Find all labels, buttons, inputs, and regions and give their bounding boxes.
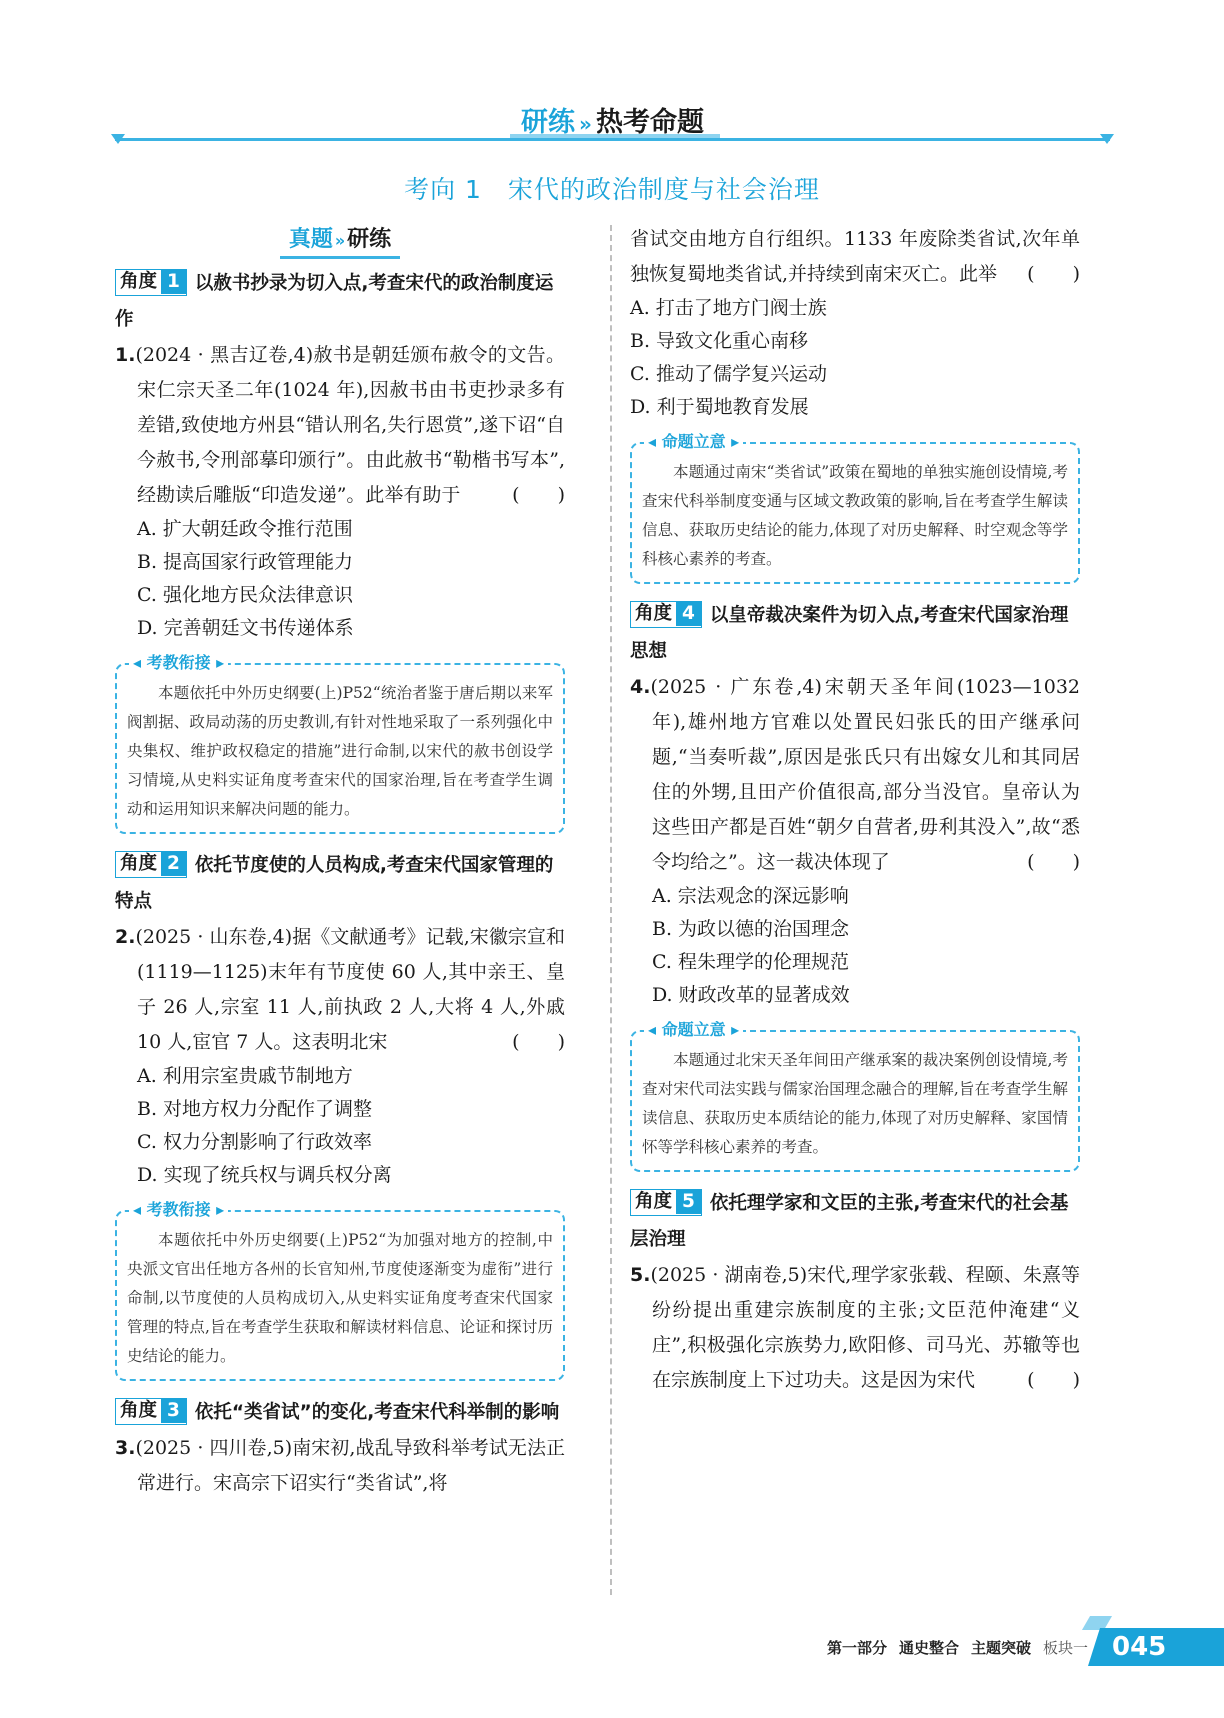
footer-section-c: 板块一 (1042, 1639, 1088, 1657)
question-stem: (2025 · 山东卷,4)据《文献通考》记载,宋徽宗宣和(1119—1125)末年有节度使 60 人,其中亲王、皇子 26 人,宗室 11 人,前执政 2 人,大将 4 人,外戚 10 人,宦官 7 人。这表明北宋 (135, 926, 565, 1053)
angle-heading-4 (630, 598, 1080, 670)
note-box-kaojiao-2 (115, 1200, 565, 1381)
option-c: C. 推动了儒学复兴运动 (630, 363, 827, 385)
header-title-rest: 热考命题 (595, 107, 704, 138)
note-label: ◂ 命题立意 ▸ (644, 430, 743, 454)
footer-part: 第一部分 (826, 1639, 887, 1657)
option-a: A. 扩大朝廷政令推行范围 (137, 518, 353, 540)
angle-word: 角度 (120, 1399, 158, 1421)
angle-word: 角度 (635, 1190, 673, 1212)
note-box-mingti-3 (630, 432, 1080, 584)
option-b: B. 为政以德的治国理念 (652, 918, 850, 940)
question-4 (630, 670, 1080, 880)
question-3-part-1 (115, 1431, 565, 1501)
column-divider (610, 225, 612, 1595)
subsection-underline (280, 256, 400, 259)
note-text: 本题通过北宋天圣年间田产继承案的裁决案例创设情境,考查对宋代司法实践与儒家治国理念融合的理解,旨在考查学生解读信息、获取历史本质结论的能力,体现了对历史解释、家国情怀等学科核心素养的考查。 (642, 1051, 1068, 1156)
question-number: 5. (630, 1264, 651, 1286)
page-corner-icon (1088, 1628, 1100, 1666)
page-footer (0, 1628, 1224, 1668)
angle-heading-3 (115, 1395, 565, 1431)
question-stem: (2025 · 四川卷,5)南宋初,战乱导致科举考试无法正常进行。宋高宗下诏实行“类省试”,将 (135, 1437, 565, 1494)
answer-paren: ( ) (1027, 263, 1080, 285)
question-1 (115, 338, 565, 513)
note-text: 本题依托中外历史纲要(上)P52“为加强对地方的控制,中央派文官出任地方各州的长官知州,节度使逐渐变为虚衔”进行命制,以节度使的人员构成切入,从史料实证角度考查宋代国家管理的特点,旨在考查学生获取和解读材料信息、论证和探讨历史结论的能力。 (127, 1231, 553, 1365)
option-a: A. 打击了地方门阀士族 (630, 297, 827, 319)
angle-number: 1 (161, 270, 186, 294)
note-label: ◂ 考教衔接 ▸ (129, 651, 228, 675)
answer-paren: ( ) (1027, 1369, 1080, 1391)
answer-paren: ( ) (1027, 851, 1080, 873)
angle-badge (630, 1189, 702, 1216)
angle-badge (115, 851, 187, 878)
angle-heading-2 (115, 848, 565, 920)
option-d: D. 实现了统兵权与调兵权分离 (137, 1164, 392, 1186)
subsection-title-rest: 研练 (347, 227, 392, 252)
option-b: B. 提高国家行政管理能力 (137, 551, 354, 573)
angle-word: 角度 (120, 852, 158, 874)
option-b: B. 导致文化重心南移 (630, 330, 809, 352)
question-5 (630, 1258, 1080, 1398)
question-number: 3. (115, 1437, 136, 1459)
note-text: 本题通过南宋“类省试”政策在蜀地的单独实施创设情境,考查宋代科举制度变通与区域文教政策的影响,旨在考查学生解读信息、获取历史结论的能力,体现了对历史解释、时空观念等学科核心素养的考查。 (642, 463, 1068, 568)
question-stem: 省试交由地方自行组织。1133 年废除类省试,次年单独恢复蜀地类省试,并持续到南宋灭亡。此举 (630, 228, 1080, 285)
angle-text: 以皇帝裁决案件为切入点,考查宋代国家治理思想 (630, 605, 1069, 662)
question-stem: (2024 · 黑吉辽卷,4)赦书是朝廷颁布赦令的文告。宋仁宗天圣二年(1024 年),因赦书由书吏抄录多有差错,致使地方州县“错认刑名,失行恩赏”,遂下诏“自今赦书,令刑部摹印颁行”。由此赦书“勒楷书写本”,经勘读后雕版“印造发递”。此举有助于 (135, 344, 565, 506)
option-d: D. 利于蜀地教育发展 (630, 396, 809, 418)
footer-breadcrumb (815, 1637, 1088, 1658)
angle-word: 角度 (120, 270, 158, 292)
footer-section-a: 通史整合 (898, 1639, 959, 1657)
note-text: 本题依托中外历史纲要(上)P52“统治者鉴于唐后期以来军阀割据、政局动荡的历史教训,有针对性地采取了一系列强化中央集权、维护政权稳定的措施”进行命制,以宋代的赦书创设学习情境,从史料实证角度考查宋代的国家治理,旨在考查学生调动和运用知识来解决问题的能力。 (127, 684, 553, 818)
option-a: A. 利用宗室贵戚节制地方 (137, 1065, 353, 1087)
option-b: B. 对地方权力分配作了调整 (137, 1098, 373, 1120)
angle-badge (630, 601, 702, 628)
question-3-part-2 (630, 222, 1080, 292)
topic-title: 考向 1 宋代的政治制度与社会治理 (404, 175, 820, 204)
page-number: 045 (1100, 1628, 1224, 1666)
angle-number: 2 (161, 852, 186, 876)
angle-heading-5 (630, 1186, 1080, 1258)
option-c: C. 强化地方民众法律意识 (137, 584, 353, 606)
note-label: ◂ 考教衔接 ▸ (129, 1198, 228, 1222)
double-chevron-icon: » (579, 112, 592, 136)
angle-word: 角度 (635, 602, 673, 624)
angle-number: 4 (676, 602, 701, 626)
answer-paren: ( ) (512, 484, 565, 506)
answer-paren: ( ) (512, 1031, 565, 1053)
angle-badge (115, 1398, 187, 1425)
angle-number: 5 (676, 1190, 701, 1214)
note-box-mingti-4 (630, 1020, 1080, 1172)
angle-text: 依托理学家和文臣的主张,考查宋代的社会基层治理 (630, 1193, 1069, 1250)
angle-text: 依托节度使的人员构成,考查宋代国家管理的特点 (115, 855, 554, 912)
subsection-title (115, 222, 565, 262)
question-number: 4. (630, 676, 651, 698)
option-a: A. 宗法观念的深远影响 (652, 885, 849, 907)
angle-number: 3 (161, 1399, 186, 1423)
question-number: 2. (115, 926, 136, 948)
note-label: ◂ 命题立意 ▸ (644, 1018, 743, 1042)
option-d: D. 财政改革的显著成效 (652, 984, 850, 1006)
footer-section-b: 主题突破 (970, 1639, 1031, 1657)
header-title (115, 100, 1110, 139)
question-stem: (2025 · 湖南卷,5)宋代,理学家张载、程颐、朱熹等纷纷提出重建宗族制度的主张;文臣范仲淹建“义庄”,积极强化宗族势力,欧阳修、司马光、苏辙等也在宗族制度上下过功夫。这是因为宋代 (650, 1264, 1080, 1391)
question-stem: (2025 · 广东卷,4)宋朝天圣年间(1023—1032 年),雄州地方官难以处置民妇张氏的田产继承问题,“当奏听裁”,原因是张氏只有出嫁女儿和其同居住的外甥,且田产价值很高,部分当没官。皇帝认为这些田产都是百姓“朝夕自营者,毋利其没入”,故“悉令均给之”。这一裁决体现了 (650, 676, 1080, 873)
left-column (115, 222, 565, 1501)
right-column (630, 222, 1080, 1398)
question-2 (115, 920, 565, 1060)
option-d: D. 完善朝廷文书传递体系 (137, 617, 354, 639)
section-header (115, 96, 1110, 146)
angle-text: 以赦书抄录为切入点,考查宋代的政治制度运作 (115, 273, 554, 330)
angle-text: 依托“类省试”的变化,考查宋代科举制的影响 (194, 1402, 560, 1423)
subsection-title-highlight: 真题 (288, 227, 333, 252)
header-title-highlight: 研练 (521, 107, 576, 138)
double-chevron-icon: » (334, 231, 346, 250)
question-number: 1. (115, 344, 136, 366)
option-c: C. 权力分割影响了行政效率 (137, 1131, 372, 1153)
angle-heading-1 (115, 266, 565, 338)
option-c: C. 程朱理学的伦理规范 (652, 951, 849, 973)
note-box-kaojiao-1 (115, 653, 565, 834)
angle-badge (115, 269, 187, 296)
